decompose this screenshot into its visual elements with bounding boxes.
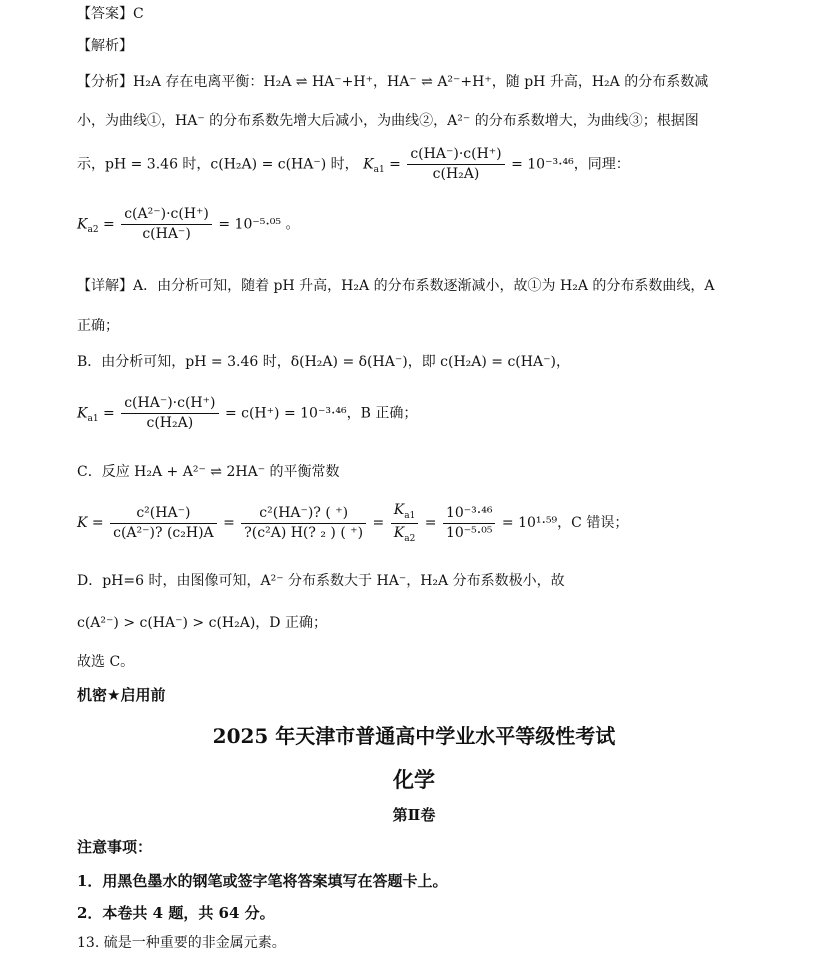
notice-heading: 注意事项：: [77, 838, 153, 856]
volume-title: 第Ⅱ卷: [392, 806, 436, 824]
detail-a-line-1: 【详解】A．由分析可知，随着 pH 升高，H₂A 的分布系数逐渐减小，故①为 H₂A 的分布系数曲线，A: [77, 278, 715, 294]
detail-b-line-1: B．由分析可知，pH = 3.46 时，δ(H₂A) = δ(HA⁻)，即 c(H₂A) = c(HA⁻)，: [77, 354, 570, 370]
analysis-line-3: 示，pH = 3.46 时，c(H₂A) = c(HA⁻) 时， $K_{a1}$ = $\frac{c(HA^-)\cdot c(H^+)}{\text{c(H₂A)}}$ = 10⁻³·⁴⁶，同理：: [77, 146, 630, 182]
detail-a-line-2: 正确；: [77, 318, 119, 334]
detail-c-formula: K = $\frac{\text{c²(HA⁻)}}{\text{c(A²⁻)? (c₂H)A}}$ = $\frac{\text{c²(HA⁻)? ( ⁺)}}{\text{?(c²A) H(? ₂ ) ( ⁺)}}$ = $\frac{K_{a1}}{K_{a2}}$ = $\frac{\text{10⁻³·⁴⁶}}{\text{10⁻⁵·⁰⁵}}$ = 10¹·⁵⁹，C 错误；: [77, 502, 629, 544]
detail-d-line-1: D．pH=6 时，由图像可知，A²⁻ 分布系数大于 HA⁻，H₂A 分布系数极小，故: [77, 573, 565, 589]
subject-title: 化学: [393, 767, 435, 792]
notice-item-1: 1．用黑色墨水的钢笔或签字笔将答案填写在答题卡上。: [77, 872, 448, 890]
detail-b-formula: $K_{a1}$ = $\frac{c(HA^-)\cdot c(H^+)}{\text{c(H₂A)}}$ = c(H⁺) = 10⁻³·⁴⁶，B 正确；: [77, 395, 418, 431]
ka2-fraction: $\frac{\text{c(A²⁻)·c(H⁺)}}{c(HA^-)}$: [121, 206, 212, 243]
notice-item-2: 2．本卷共 4 题，共 64 分。: [77, 904, 275, 922]
choose-line: 故选 C。: [77, 654, 135, 670]
analysis-line-1: 【分析】H₂A 存在电离平衡：H₂A ⇌ HA⁻+H⁺，HA⁻ ⇌ A²⁻+H⁺，随 pH 升高，H₂A 的分布系数减: [77, 74, 709, 90]
exam-title: 2025 年天津市普通高中学业水平等级性考试: [212, 724, 616, 748]
b-ka1-fraction: $\frac{c(HA^-)\cdot c(H^+)}{\text{c(H₂A)}}$: [121, 395, 218, 432]
question-13: 13. 硫是一种重要的非金属元素。: [77, 935, 286, 951]
analysis-heading: 【解析】: [77, 38, 133, 54]
detail-d-line-2: c(A²⁻) > c(HA⁻) > c(H₂A)，D 正确；: [77, 615, 327, 631]
answer-line: 【答案】C: [77, 6, 144, 22]
analysis-line-2: 小，为曲线①，HA⁻ 的分布系数先增大后减小，为曲线②，A²⁻ 的分布系数增大，为曲线③；根据图: [77, 113, 699, 129]
ka2-formula: $K_{a2}$ = $\frac{\text{c(A²⁻)·c(H⁺)}}{c(HA^-)}$ = 10⁻⁵·⁰⁵ 。: [77, 206, 300, 242]
detail-c-line-1: C．反应 H₂A + A²⁻ ⇌ 2HA⁻ 的平衡常数: [77, 464, 340, 480]
secret-label: 机密★启用前: [77, 686, 166, 704]
ka1-fraction: $\frac{c(HA^-)\cdot c(H^+)}{\text{c(H₂A)}}$: [407, 146, 504, 183]
